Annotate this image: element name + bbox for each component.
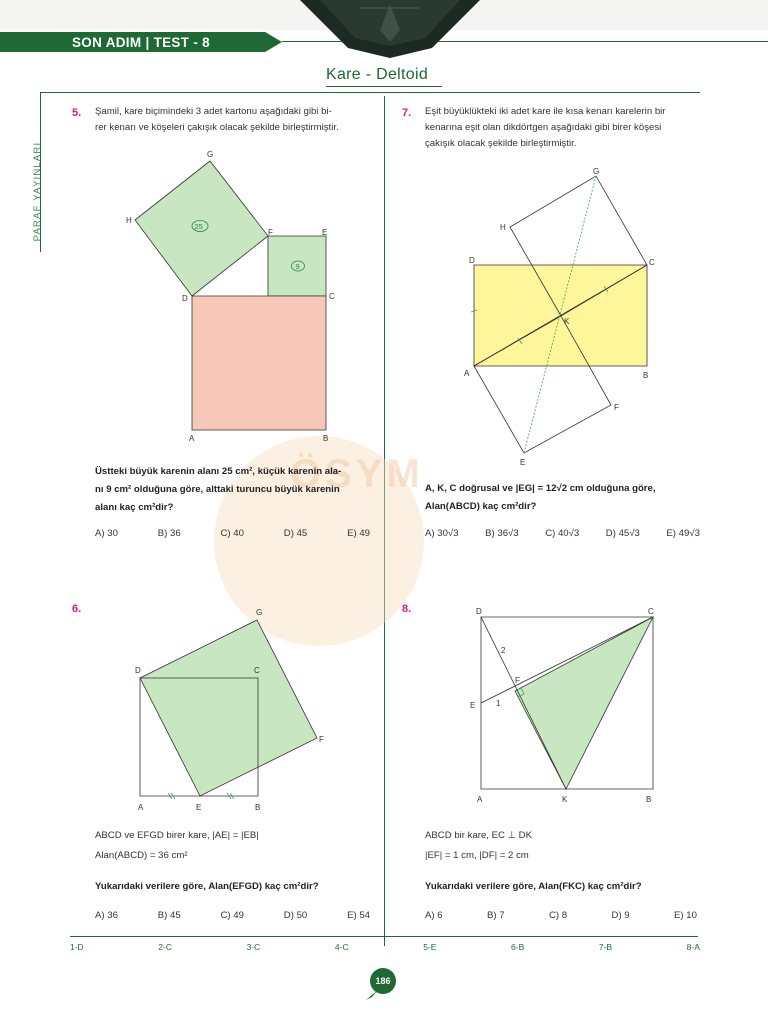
question-7-figure: [460, 162, 670, 467]
title-underline: [326, 86, 442, 87]
label-D: D: [182, 294, 188, 303]
label-B: B: [255, 803, 261, 812]
label-2: 2: [501, 646, 506, 655]
info-line: ABCD ve EFGD birer kare, |AE| = |EB|: [95, 830, 259, 841]
label-F: F: [319, 735, 324, 744]
label-1: 1: [496, 699, 501, 708]
choice-d[interactable]: D) 45: [283, 528, 308, 539]
info-line: Alan(ABCD) = 36 cm²: [95, 850, 188, 861]
choice-d[interactable]: D) 9: [611, 910, 630, 921]
answer-4: 4-C: [334, 942, 349, 952]
info-line: |EF| = 1 cm, |DF| = 2 cm: [425, 850, 529, 861]
info-line: ABCD bir kare, EC ⊥ DK: [425, 830, 532, 841]
label-A: A: [189, 434, 195, 443]
choice-c[interactable]: C) 49: [220, 910, 244, 921]
question-8-info: [425, 826, 710, 866]
prompt-line: çakışık olacak şekilde birleştirmiştir.: [425, 138, 577, 149]
question-7-number: 7.: [402, 107, 412, 119]
choice-b[interactable]: B) 36√3: [485, 528, 519, 539]
frame-top-rule: [40, 92, 700, 93]
emblem-logo: [300, 0, 480, 60]
choice-e[interactable]: E) 49√3: [666, 528, 700, 539]
prompt-line: rer kenarı ve köşeleri çakışık olacak şekilde birleştirmiştir.: [95, 122, 339, 133]
label-K: K: [562, 795, 568, 804]
answer-key-rule: [70, 936, 698, 937]
question-line: A, K, C doğrusal ve |EG| = 12√2 cm olduğuna göre,: [425, 483, 656, 494]
label-H: H: [500, 223, 506, 232]
choice-a[interactable]: A) 6: [425, 910, 443, 921]
answer-5: 5-E: [423, 942, 437, 952]
label-B: B: [323, 434, 329, 443]
choice-c[interactable]: C) 40: [220, 528, 244, 539]
question-line: Yukarıdaki verilere göre, Alan(FKC) kaç cm²dir?: [425, 881, 642, 892]
choice-d[interactable]: D) 45√3: [605, 528, 640, 539]
answer-3: 3-C: [246, 942, 261, 952]
label-E: E: [520, 458, 526, 467]
square-efgd: [140, 620, 317, 796]
question-8-number: 8.: [402, 603, 412, 615]
choice-c[interactable]: C) 40√3: [545, 528, 580, 539]
choice-b[interactable]: B) 45: [157, 910, 181, 921]
choice-a[interactable]: A) 30√3: [425, 528, 459, 539]
label-F: F: [614, 403, 619, 412]
question-8-choices: [425, 910, 697, 921]
question-5-prompt: [95, 104, 375, 136]
question-6-number: 6.: [72, 603, 82, 615]
choice-e[interactable]: E) 10: [674, 910, 697, 921]
label-B: B: [646, 795, 652, 804]
answer-8: 8-A: [686, 942, 700, 952]
question-line: nı 9 cm² olduğuna göre, alttaki turuncu büyük karenin: [95, 484, 340, 495]
question-line: Alan(ABCD) kaç cm²dir?: [425, 501, 537, 512]
question-7-choices: [425, 528, 700, 539]
question-line: Yukarıdaki verilere göre, Alan(EFGD) kaç cm²dir?: [95, 881, 319, 892]
test-label: SON ADIM | TEST - 8: [72, 35, 210, 50]
choice-c[interactable]: C) 8: [549, 910, 568, 921]
label-F: F: [268, 228, 273, 237]
label-K: K: [564, 317, 570, 326]
question-6-question: [95, 878, 380, 896]
question-6-info: [95, 826, 380, 866]
page-number: 186: [370, 968, 396, 994]
label-C: C: [254, 666, 260, 675]
label-G: G: [207, 150, 214, 159]
question-line: Üstteki büyük karenin alanı 25 cm², küçük karenin ala-: [95, 466, 342, 477]
label-G: G: [256, 608, 263, 617]
label-H: H: [126, 216, 132, 225]
choice-a[interactable]: A) 36: [95, 910, 118, 921]
answer-7: 7-B: [598, 942, 613, 952]
label-D: D: [135, 666, 141, 675]
question-6-choices: [95, 910, 370, 921]
answer-2: 2-C: [158, 942, 172, 952]
question-5-question: [95, 463, 375, 517]
label-C: C: [329, 292, 335, 301]
label-E: E: [470, 701, 476, 710]
section-title: Kare - Deltoid: [326, 66, 429, 83]
choice-b[interactable]: B) 7: [487, 910, 505, 921]
label-E: E: [196, 803, 202, 812]
prompt-line: Eşit büyüklükteki iki adet kare ile kısa kenarı karelerin bir: [425, 106, 666, 117]
publisher-vertical: [30, 126, 44, 261]
choice-a[interactable]: A) 30: [95, 528, 118, 539]
area-label-9: 9: [295, 262, 300, 271]
triangle-fkc: [515, 617, 653, 789]
publisher-name: PARAF YAYINLARI: [32, 141, 43, 242]
label-G: G: [593, 167, 600, 176]
choice-e[interactable]: E) 49: [347, 528, 370, 539]
question-7-prompt: [425, 104, 705, 152]
question-8-question: [425, 878, 710, 896]
label-A: A: [464, 369, 470, 378]
arrow-icon: [366, 990, 378, 1000]
question-5-figure: [120, 145, 340, 450]
label-F: F: [515, 676, 520, 685]
answer-1: 1-D: [70, 942, 84, 952]
area-label-25: 25: [194, 222, 203, 231]
answer-6: 6-B: [511, 942, 525, 952]
label-D: D: [469, 256, 475, 265]
answer-key: [70, 942, 700, 952]
prompt-line: kenarına eşit olan dikdörtgen aşağıdaki gibi birer köşesi: [425, 122, 662, 133]
label-A: A: [477, 795, 483, 804]
label-D: D: [476, 607, 482, 616]
watermark-text: ÖSYM: [290, 452, 424, 496]
question-5-number: 5.: [72, 107, 82, 119]
label-A: A: [138, 803, 144, 812]
choice-e[interactable]: E) 54: [347, 910, 370, 921]
choice-d[interactable]: D) 50: [283, 910, 308, 921]
question-line: alanı kaç cm²dir?: [95, 502, 174, 513]
question-6-figure: [130, 603, 340, 818]
question-8-figure: [465, 603, 675, 818]
choice-b[interactable]: B) 36: [157, 528, 181, 539]
label-B: B: [643, 371, 649, 380]
label-C: C: [649, 258, 655, 267]
prompt-line: Şamil, kare biçimindeki 3 adet kartonu aşağıdaki gibi bi-: [95, 106, 332, 117]
square-orange: [192, 296, 326, 430]
label-E: E: [322, 228, 328, 237]
question-5-choices: [95, 528, 370, 539]
label-C: C: [648, 607, 654, 616]
question-7-question: [425, 480, 705, 516]
